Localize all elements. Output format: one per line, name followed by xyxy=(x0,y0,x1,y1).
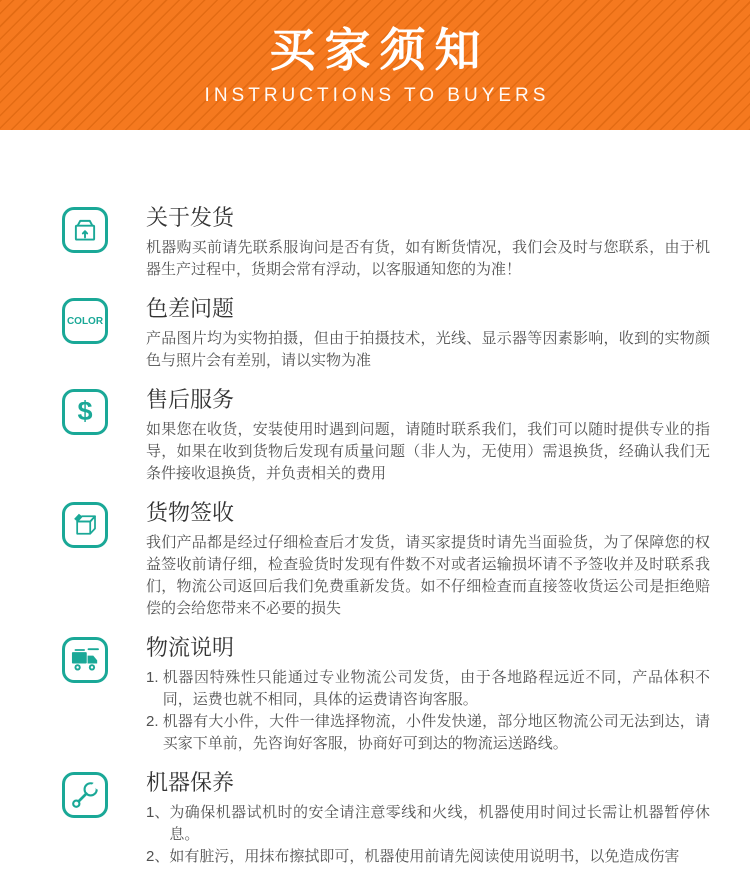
color-badge-label: COLOR xyxy=(66,315,104,327)
list-marker: 2、 xyxy=(146,848,170,865)
section-after-sales xyxy=(0,386,750,485)
section-title: 物流说明 xyxy=(146,635,235,660)
carton-icon xyxy=(62,502,108,548)
section-content xyxy=(146,204,710,281)
list-text: 为确保机器试机时的安全请注意零线和火线，机器使用时间过长需让机器暂停休息。 xyxy=(169,804,710,843)
list-item xyxy=(146,802,710,846)
header-banner xyxy=(0,0,750,130)
dollar-label: $ xyxy=(77,395,93,426)
section-content xyxy=(146,499,710,620)
list-text: 机器因特殊性只能通过专业物流公司发货，由于各地路程远近不同，产品体积不同，运费也就不相同，具体的运费请咨询客服。 xyxy=(162,669,710,708)
dollar-icon xyxy=(62,389,108,435)
section-shipping xyxy=(0,204,750,281)
section-title: 货物签收 xyxy=(146,500,235,525)
section-body: 如果您在收货，安装使用时遇到问题，请随时联系我们，我们可以随时提供专业的指导，如果在收到货物后发现有质量问题（非人为，无使用）需退换货，经确认我们无条件接收退换货，并负责相关的费用 xyxy=(146,421,710,482)
section-goods-receipt xyxy=(0,499,750,620)
list-marker: 1、 xyxy=(146,804,170,821)
list-text: 机器有大小件，大件一律选择物流，小件发快递，部分地区物流公司无法到达，请买家下单前，先咨询好客服，协商好可到达的物流运送路线。 xyxy=(162,713,710,752)
section-logistics xyxy=(0,634,750,755)
wrench-icon xyxy=(62,772,108,818)
section-title: 售后服务 xyxy=(146,387,235,412)
list-item xyxy=(146,846,710,868)
section-content xyxy=(146,634,710,755)
section-title: 关于发货 xyxy=(146,205,235,230)
package-icon xyxy=(62,207,108,253)
section-content xyxy=(146,386,710,485)
page-title: 买家须知 xyxy=(269,24,490,76)
section-body: 我们产品都是经过仔细检查后才发货，请买家提货时请先当面验货，为了保障您的权益签收前请仔细，检查验货时发现有件数不对或者运输损坏请不予签收并及时联系我们，物流公司返回后我们免费重新发货。如不仔细检查而直接签收货运公司是拒绝赔偿的会给您带来不必要的损失 xyxy=(146,534,710,617)
section-body: 机器购买前请先联系服询问是否有货，如有断货情况，我们会及时与您联系，由于机器生产过程中，货期会常有浮动，以客服通知您的为准！ xyxy=(146,239,710,278)
page-subtitle: INSTRUCTIONS TO BUYERS xyxy=(204,85,550,106)
section-content xyxy=(146,295,710,372)
list-item xyxy=(146,667,710,711)
list-marker: 2. xyxy=(146,713,163,730)
sections-container xyxy=(0,130,750,868)
section-body: 产品图片均为实物拍摄，但由于拍摄技术，光线、显示器等因素影响，收到的实物颜色与照片会有差别，请以实物为准 xyxy=(146,330,710,369)
list-text: 如有脏污，用抹布擦拭即可，机器使用前请先阅读使用说明书，以免造成伤害 xyxy=(169,848,680,865)
truck-icon xyxy=(62,637,108,683)
list-item xyxy=(146,711,710,755)
section-title: 机器保养 xyxy=(146,770,235,795)
section-color-difference xyxy=(0,295,750,372)
section-title: 色差问题 xyxy=(146,296,235,321)
list-marker: 1. xyxy=(146,669,163,686)
section-maintenance xyxy=(0,769,750,868)
color-badge-icon xyxy=(62,298,108,344)
section-content xyxy=(146,769,710,868)
